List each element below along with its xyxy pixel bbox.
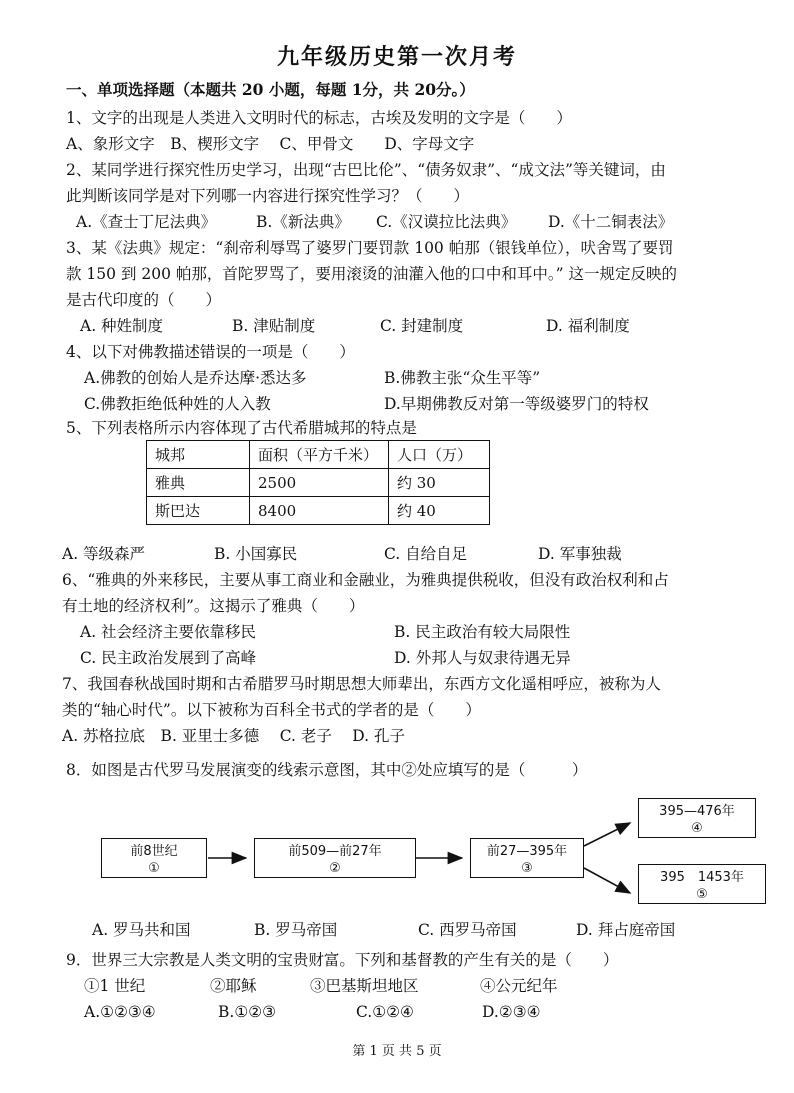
table-cell: 约 30 — [389, 469, 490, 497]
q2-option-b: B.《新法典》 — [256, 213, 350, 231]
q2-stem-cont: 此判断该同学是对下列哪一内容进行探究性学习？（ ） — [66, 187, 470, 205]
q5-option-a: A. 等级森严 — [62, 545, 146, 563]
timeline-box-2 — [254, 838, 416, 878]
q6-option-b: B. 民主政治有较大局限性 — [394, 623, 571, 641]
q6-option-c: C. 民主政治发展到了高峰 — [80, 649, 257, 667]
timeline-mark: ② — [329, 861, 341, 876]
timeline-period: 395—476年 — [659, 804, 735, 819]
q9-item: ③巴基斯坦地区 — [310, 977, 419, 995]
q3-stem-cont: 款 150 到 200 帕那，首陀罗骂了，要用滚烫的油灌入他的口中和耳中。” 这一规定反映的 — [66, 265, 677, 283]
q6-option-a: A. 社会经济主要依靠移民 — [80, 623, 257, 641]
q4-stem: 4、以下对佛教描述错误的一项是（ ） — [66, 343, 355, 361]
q9-option-c: C.①②④ — [356, 1003, 414, 1021]
q9-item: ①1 世纪 — [84, 977, 146, 995]
q3-stem: 3、某《法典》规定：“刹帝利辱骂了婆罗门要罚款 100 帕那（银钱单位），吠舍骂了要罚 — [66, 239, 674, 257]
q8-option-c: C. 西罗马帝国 — [418, 921, 517, 939]
q2-stem: 2、某同学进行探究性历史学习，出现“古巴比伦”、“债务奴隶”、“成文法”等关键词，由 — [66, 161, 666, 179]
q5-option-c: C. 自给自足 — [384, 545, 468, 563]
q3-option-b: B. 津贴制度 — [232, 317, 316, 335]
q6-option-d: D. 外邦人与奴隶待遇无异 — [394, 649, 571, 667]
q4-option-a: A.佛教的创始人是乔达摩·悉达多 — [84, 369, 307, 387]
q3-option-c: C. 封建制度 — [380, 317, 464, 335]
table-cell: 2500 — [250, 469, 389, 497]
q1-options: A、象形文字 B、楔形文字 C、甲骨文 D、字母文字 — [66, 135, 475, 153]
table-header-cell: 面积（平方千米） — [250, 441, 389, 469]
timeline-box-1 — [101, 838, 207, 878]
timeline-mark: ③ — [521, 861, 533, 876]
q4-option-c: C.佛教拒绝低种姓的人入教 — [84, 395, 271, 413]
q7-options: A. 苏格拉底 B. 亚里士多德 C. 老子 D. 孔子 — [62, 727, 406, 745]
q8-option-d: D. 拜占庭帝国 — [576, 921, 676, 939]
page-footer: 第 1 页 共 5 页 — [352, 1044, 442, 1059]
timeline-period: 前27—395年 — [486, 844, 568, 859]
table-cell: 雅典 — [147, 469, 250, 497]
timeline-box-4 — [638, 798, 756, 838]
q9-option-a: A.①②③④ — [84, 1003, 156, 1021]
q4-option-d: D.早期佛教反对第一等级婆罗门的特权 — [384, 395, 649, 413]
q3-stem-cont2: 是古代印度的（ ） — [66, 291, 222, 309]
q9-stem: 9．世界三大宗教是人类文明的宝贵财富。下列和基督教的产生有关的是（ ） — [66, 951, 619, 969]
q9-option-d: D.②③④ — [482, 1003, 541, 1021]
q7-stem: 7、我国春秋战国时期和古希腊罗马时期思想大师辈出，东西方文化遥相呼应，被称为人 — [62, 675, 661, 693]
q5-option-d: D. 军事独裁 — [538, 545, 622, 563]
q2-option-d: D.《十二铜表法》 — [548, 213, 674, 231]
timeline-mark: ⑤ — [696, 887, 708, 902]
q8-option-b: B. 罗马帝国 — [254, 921, 338, 939]
timeline-box-5 — [638, 864, 766, 904]
timeline-period: 前509—前27年 — [288, 844, 382, 859]
q8-stem: 8．如图是古代罗马发展演变的线索示意图，其中②处应填写的是（ ） — [66, 761, 588, 779]
table-cell: 约 40 — [389, 497, 490, 525]
page-title: 九年级历史第一次月考 — [276, 44, 517, 70]
timeline-box-3 — [470, 838, 584, 878]
q1-stem: 1、文字的出现是人类进入文明时代的标志，古埃及发明的文字是（ ） — [66, 109, 572, 127]
section-heading: 一、单项选择题（本题共 20 小题，每题 1分，共 20分。） — [66, 80, 475, 99]
q7-stem-cont: 类的“轴心时代”。以下被称为百科全书式的学者的是（ ） — [62, 701, 481, 719]
q5-option-b: B. 小国寡民 — [214, 545, 298, 563]
timeline-period: 395 1453年 — [660, 870, 744, 885]
q9-item: ②耶稣 — [210, 977, 257, 995]
q9-option-b: B.①②③ — [218, 1003, 277, 1021]
table-cell: 8400 — [250, 497, 389, 525]
timeline-mark: ④ — [691, 821, 703, 836]
q3-option-d: D. 福利制度 — [546, 317, 630, 335]
table-cell: 斯巴达 — [147, 497, 250, 525]
q5-stem: 5、下列表格所示内容体现了古代希腊城邦的特点是 — [66, 419, 417, 437]
table-header-cell: 人口（万） — [389, 441, 490, 469]
timeline-mark: ① — [148, 861, 160, 876]
q4-option-b: B.佛教主张“众生平等” — [384, 369, 541, 387]
q6-stem-cont: 有土地的经济权利”。这揭示了雅典（ ） — [62, 597, 365, 615]
q8-option-a: A. 罗马共和国 — [92, 921, 191, 939]
q2-option-c: C.《汉谟拉比法典》 — [376, 213, 517, 231]
q2-option-a: A.《查士丁尼法典》 — [76, 213, 217, 231]
timeline-period: 前8世纪 — [130, 844, 178, 859]
table-header-cell: 城邦 — [147, 441, 250, 469]
q3-option-a: A. 种姓制度 — [80, 317, 164, 335]
q9-item: ④公元纪年 — [480, 977, 558, 995]
q6-stem: 6、“雅典的外来移民，主要从事工商业和金融业，为雅典提供税收，但没有政治权利和占 — [62, 571, 669, 589]
